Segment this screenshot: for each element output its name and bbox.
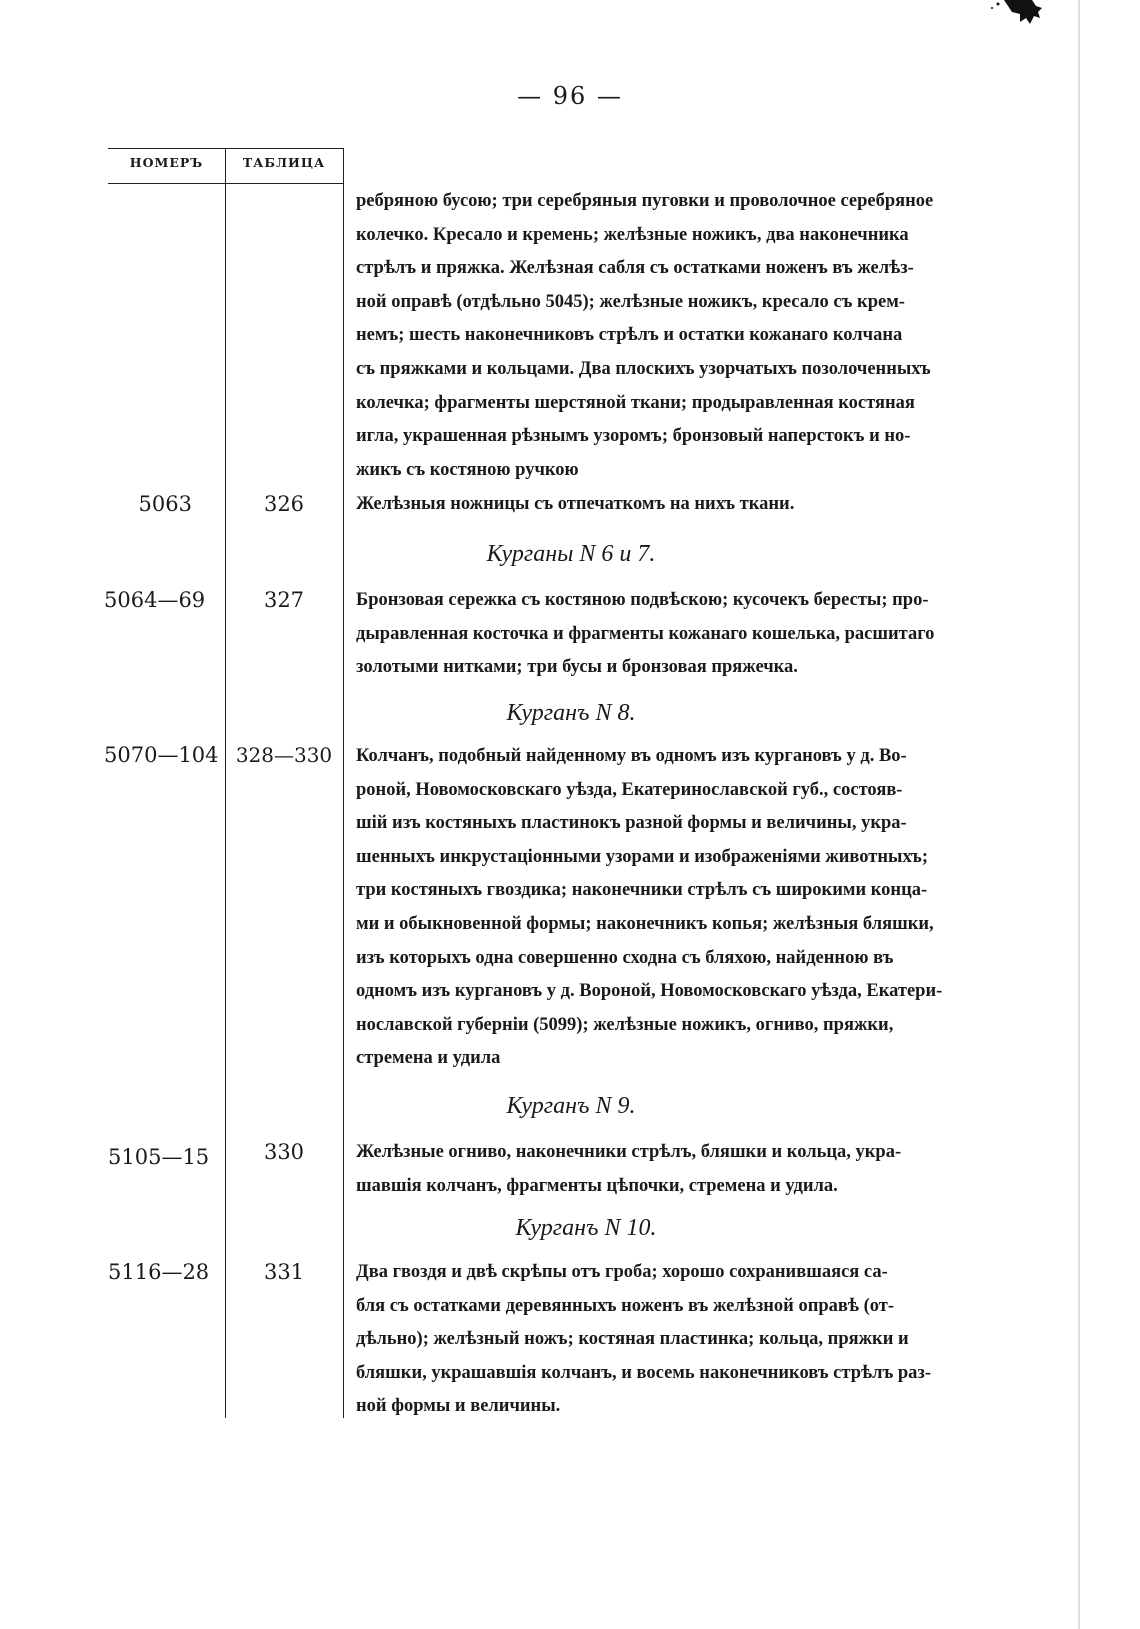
- entry-number-5070: 5070—104: [104, 743, 219, 767]
- intro-paragraph: [356, 185, 1031, 487]
- text-line: игла, украшенная рѣзнымъ узоромъ; бронзовый наперстокъ и но-: [356, 426, 911, 447]
- text-line: колечко. Кресало и кремень; желѣзные ножикъ, два наконечника: [356, 224, 909, 245]
- column-divider-2: [343, 148, 344, 1418]
- column-divider-1: [225, 148, 226, 1418]
- text-line: бляшки, украшавшія колчанъ, и восемь наконечниковъ стрѣлъ раз-: [356, 1362, 932, 1383]
- entry-table-5070: 328—330: [235, 743, 333, 767]
- entry-number-5063: 5063: [138, 492, 192, 516]
- text-line: нославской губерніи (5099); желѣзные ножикъ, огниво, пряжки,: [356, 1014, 894, 1035]
- text-line: шенныхъ инкрустаціонными узорами и изображеніями животныхъ;: [356, 846, 928, 867]
- entry-text-5063: [356, 488, 1031, 522]
- text-line: Колчанъ, подобный найденному въ одномъ изъ кургановъ у д. Во-: [356, 746, 907, 766]
- header-table: ТАБЛИЦА: [242, 155, 326, 170]
- entry-text-5070: [356, 740, 1031, 1076]
- text-line: ной формы и величины.: [356, 1396, 561, 1417]
- text-line: немъ; шесть наконечниковъ стрѣлъ и остатки кожанаго колчана: [356, 325, 903, 346]
- entry-table-5063: 326: [263, 492, 305, 516]
- section-heading-kurgan-9: Курганъ N 9.: [506, 1093, 636, 1119]
- text-line: ребряною бусою; три серебряныя пуговки и проволочное серебряное: [356, 191, 934, 211]
- header-number: НОМЕРЪ: [129, 155, 204, 170]
- page-number: — 96 —: [517, 82, 623, 110]
- section-heading-kurgan-8: Курганъ N 8.: [506, 700, 636, 726]
- text-line: бля съ остатками деревянныхъ ноженъ въ желѣзной оправѣ (от-: [356, 1295, 895, 1316]
- text-line: Желѣзные огниво, наконечники стрѣлъ, бляшки и кольца, укра-: [356, 1142, 902, 1162]
- entry-table-5064: 327: [263, 588, 305, 612]
- text-line: жикъ съ костяною ручкою: [356, 459, 579, 480]
- ink-blot-mark: [986, 0, 1046, 30]
- section-heading-kurgans-6-7: Курганы N 6 и 7.: [486, 541, 656, 567]
- text-line: одномъ изъ кургановъ у д. Вороной, Новомосковскаго уѣзда, Екатери-: [356, 981, 943, 1002]
- entry-number-5105: 5105—15: [108, 1145, 210, 1169]
- text-line: Желѣзныя ножницы съ отпечаткомъ на нихъ ткани.: [356, 494, 795, 514]
- section-heading-kurgan-10: Курганъ N 10.: [515, 1215, 657, 1241]
- text-line: съ пряжками и кольцами. Два плоскихъ узорчатыхъ позолоченныхъ: [356, 358, 931, 379]
- entry-text-5116: [356, 1256, 1031, 1424]
- text-line: Два гвоздя и двѣ скрѣпы отъ гроба; хорошо сохранившаяся са-: [356, 1262, 888, 1282]
- entry-number-5064: 5064—69: [104, 588, 206, 612]
- text-line: колечка; фрагменты шерстяной ткани; продыравленная костяная: [356, 392, 915, 413]
- page-edge-shadow: [1078, 0, 1080, 1629]
- text-line: дыравленная косточка и фрагменты кожанаго кошелька, расшитаго: [356, 623, 935, 644]
- text-line: ной оправѣ (отдѣльно 5045); желѣзные ножикъ, кресало съ крем-: [356, 291, 905, 312]
- text-line: шавшія колчанъ, фрагменты цѣпочки, стремена и удила.: [356, 1175, 838, 1196]
- entry-text-5064: [356, 584, 1031, 685]
- entry-table-5116: 331: [263, 1260, 305, 1284]
- text-line: золотыми нитками; три бусы и бронзовая пряжечка.: [356, 657, 798, 678]
- entry-text-5105: [356, 1136, 1031, 1203]
- text-line: изъ которыхъ одна совершенно сходна съ бляхою, найденною въ: [356, 947, 894, 968]
- text-line: роной, Новомосковскаго уѣзда, Екатеринославской губ., состояв-: [356, 779, 903, 800]
- text-line: стремена и удила: [356, 1048, 501, 1069]
- text-line: дѣльно); желѣзный ножъ; костяная пластинка; кольца, пряжки и: [356, 1329, 909, 1350]
- text-line: шій изъ костяныхъ пластинокъ разной формы и величины, укра-: [356, 813, 907, 834]
- text-line: стрѣлъ и пряжка. Желѣзная сабля съ остатками ноженъ въ желѣз-: [356, 258, 914, 279]
- text-line: Бронзовая сережка съ костяною подвѣскою; кусочекъ бересты; про-: [356, 590, 929, 610]
- entry-number-5116: 5116—28: [108, 1260, 210, 1284]
- entry-table-5105: 330: [263, 1140, 305, 1164]
- text-line: ми и обыкновенной формы; наконечникъ копья; желѣзныя бляшки,: [356, 913, 934, 934]
- text-line: три костяныхъ гвоздика; наконечники стрѣлъ съ широкими конца-: [356, 880, 928, 901]
